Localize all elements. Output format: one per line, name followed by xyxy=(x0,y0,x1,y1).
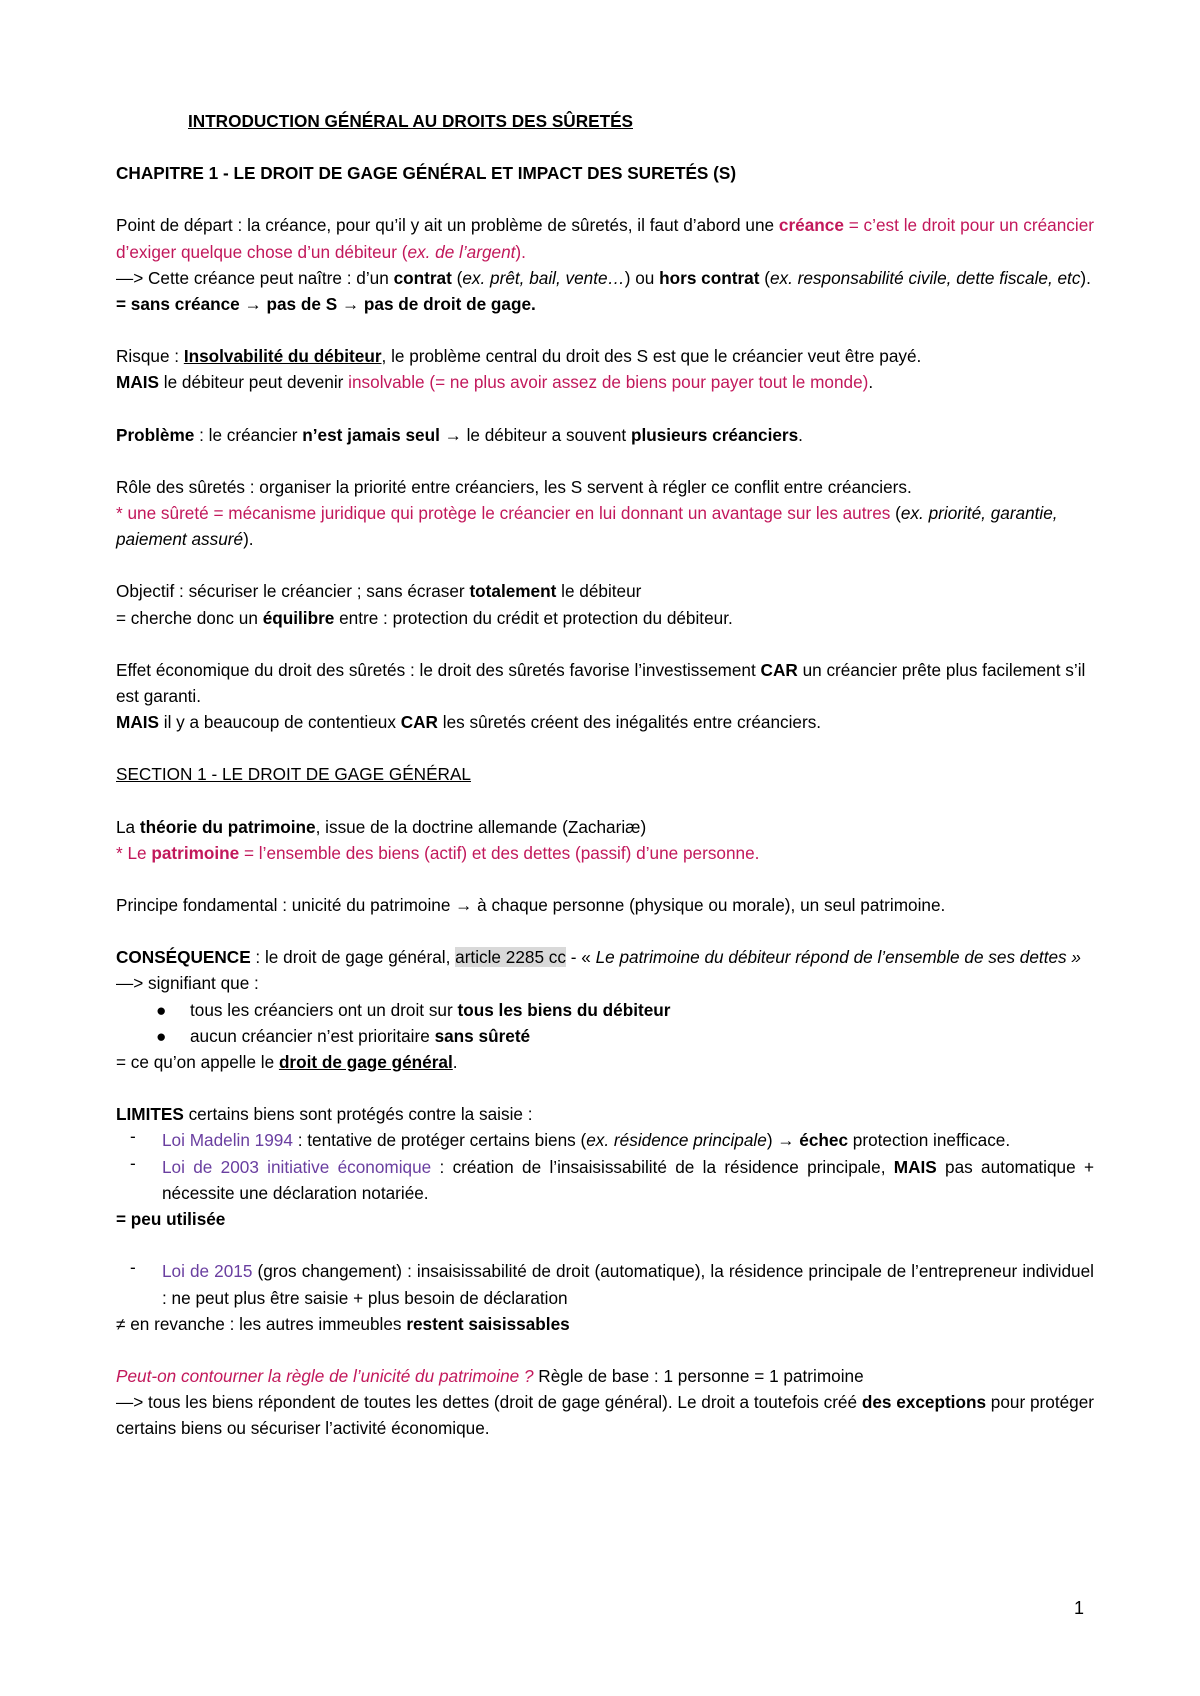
emphasis-text: équilibre xyxy=(262,607,335,628)
text-run: : le créancier xyxy=(194,424,303,445)
paragraph-creance-origine xyxy=(116,265,1094,291)
limits-list-2 xyxy=(116,1258,1094,1310)
paragraph-point-de-depart xyxy=(116,212,1094,264)
law-name: Loi de 2015 xyxy=(162,1261,253,1282)
text-run: : le droit de gage général, xyxy=(250,947,456,968)
term-theorie-patrimoine: théorie du patrimoine xyxy=(139,816,316,837)
text-run: le débiteur xyxy=(556,581,642,602)
conclusion-line: = sans créance → pas de S → pas de droit de gage. xyxy=(116,294,536,315)
emphasis-text: restent saisissables xyxy=(406,1313,570,1334)
paragraph-role-suretes: Rôle des sûretés : organiser la priorité entre créanciers, les S servent à régler ce conflit entre créanciers. xyxy=(116,476,912,497)
text-run: = cherche donc un xyxy=(116,607,263,628)
example-text: ex. prêt, bail, vente… xyxy=(462,267,625,288)
text-run: un créancier prête plus facilement s’il est garanti. xyxy=(116,659,1086,707)
paragraph-en-revanche xyxy=(116,1311,1094,1337)
keyword-mais: MAIS xyxy=(893,1156,937,1177)
bullet-list xyxy=(116,997,1094,1049)
paragraph-objectif xyxy=(116,578,1094,604)
definition-insolvable: insolvable (= ne plus avoir assez de biens pour payer tout le monde) xyxy=(348,372,869,393)
term-contrat: contrat xyxy=(393,267,452,288)
text-run: tous les créanciers ont un droit sur xyxy=(190,999,458,1020)
text-run: Règle de base : 1 personne = 1 patrimoine xyxy=(533,1365,864,1386)
list-item xyxy=(116,1127,1094,1153)
article-quote: Le patrimoine du débiteur répond de l’ensemble de ses dettes xyxy=(595,947,1067,968)
term-patrimoine: patrimoine xyxy=(151,842,240,863)
keyword-mais: MAIS xyxy=(116,712,159,733)
paragraph-definition-surete xyxy=(116,500,1094,552)
text-run: ) ou xyxy=(624,267,660,288)
dash-icon: - xyxy=(130,1152,136,1173)
paragraph-theorie-patrimoine xyxy=(116,814,1094,840)
text-run: - « xyxy=(565,947,596,968)
text-run: Effet économique du droit des sûretés : le droit des sûretés favorise l’investissement xyxy=(116,659,761,680)
text-run: ). xyxy=(243,529,254,550)
keyword-limites: LIMITES xyxy=(116,1104,184,1125)
term-creance: créance xyxy=(778,215,844,236)
emphasis-text: sans sûreté xyxy=(434,1025,531,1046)
text-run: → le débiteur a souvent xyxy=(439,424,631,445)
document-body xyxy=(116,108,1094,1442)
example-text: ex. résidence principale xyxy=(586,1130,767,1151)
text-run: ( xyxy=(890,503,901,524)
definition-creance: = c’est le droit pour un créancier d’exiger quelque chose d’un débiteur ( xyxy=(116,215,1094,262)
text-run: Objectif : sécuriser le créancier ; sans écraser xyxy=(116,581,470,602)
highlighted-article: article 2285 cc xyxy=(455,947,566,968)
definition-surete: * une sûreté = mécanisme juridique qui protège le créancier en lui donnant un avantage sur les autres xyxy=(116,503,891,524)
term-insolvabilite: Insolvabilité du débiteur xyxy=(183,346,382,367)
example-text: ex. responsabilité civile, dette fiscale, etc xyxy=(769,267,1081,288)
dash-icon: - xyxy=(130,1257,136,1278)
emphasis-text: plusieurs créanciers xyxy=(630,424,799,445)
text-run: protection inefficace. xyxy=(848,1130,1011,1151)
text-run: certains biens sont protégés contre la saisie : xyxy=(183,1104,533,1125)
text-run: Risque : xyxy=(116,346,184,367)
page-number: 1 xyxy=(1074,1598,1085,1618)
list-item xyxy=(116,1154,1094,1206)
text-run: ≠ en revanche : les autres immeubles xyxy=(116,1313,407,1334)
limits-list xyxy=(116,1127,1094,1206)
text-run: ( xyxy=(451,267,463,288)
peu-utilisee-line: = peu utilisée xyxy=(116,1209,226,1230)
emphasis-text: des exceptions xyxy=(861,1392,987,1413)
text-run: . xyxy=(452,1052,458,1073)
text-run: ( xyxy=(759,267,770,288)
bullet-icon: ● xyxy=(156,999,167,1020)
text-run: les sûretés créent des inégalités entre créanciers. xyxy=(437,712,822,733)
bullet-icon: ● xyxy=(156,1025,167,1046)
paragraph-question xyxy=(116,1363,1094,1389)
keyword-car: CAR xyxy=(760,659,798,680)
paragraph-signifiant: —> signifiant que : xyxy=(116,973,259,994)
paragraph-equilibre xyxy=(116,605,1094,631)
text-run: » xyxy=(1066,947,1081,968)
text-run: aucun créancier n’est prioritaire xyxy=(190,1025,435,1046)
law-name: Loi de 2003 initiative économique xyxy=(162,1156,432,1177)
text-run: le débiteur peut devenir xyxy=(158,372,349,393)
text-run: —> Cette créance peut naître : d’un xyxy=(116,267,394,288)
paragraph-mais-insolvable xyxy=(116,369,1094,395)
list-item xyxy=(116,1023,1094,1049)
text-run: = ce qu’on appelle le xyxy=(116,1052,279,1073)
text-run: entre : protection du crédit et protection du débiteur. xyxy=(334,607,733,628)
text-run: , issue de la doctrine allemande (Zachariæ) xyxy=(315,816,647,837)
keyword-probleme: Problème xyxy=(116,424,195,445)
list-item xyxy=(116,1258,1094,1310)
paragraph-consequence xyxy=(116,944,1094,970)
law-name: Loi Madelin 1994 xyxy=(162,1130,293,1151)
paragraph-contentieux xyxy=(116,709,1094,735)
emphasis-text: totalement xyxy=(469,581,557,602)
definition-patrimoine: = l’ensemble des biens (actif) et des dettes (passif) d’une personne. xyxy=(239,842,760,863)
example-text: ex. priorité, garantie, paiement assuré xyxy=(116,503,1058,550)
paragraph-definition-patrimoine xyxy=(116,840,1094,866)
text-run: La xyxy=(116,816,140,837)
emphasis-text: tous les biens du débiteur xyxy=(457,999,671,1020)
text-run: pour protéger certains biens ou sécuriser l’activité économique. xyxy=(116,1392,1094,1439)
paragraph-droit-gage xyxy=(116,1049,1094,1075)
term-hors-contrat: hors contrat xyxy=(659,267,760,288)
text-run: . xyxy=(798,424,803,445)
paragraph-limites xyxy=(116,1101,1094,1127)
example-text: ex. de l’argent xyxy=(407,241,516,262)
paragraph-risque xyxy=(116,343,1094,369)
text-run: . xyxy=(868,372,874,393)
emphasis-text: échec xyxy=(799,1130,849,1151)
section-heading: SECTION 1 - LE DROIT DE GAGE GÉNÉRAL xyxy=(116,764,471,785)
text-run: —> tous les biens répondent de toutes les dettes (droit de gage général). Le droit a toutefois créé xyxy=(116,1392,862,1413)
text-run: ). xyxy=(1080,267,1091,288)
text-run: (gros changement) : insaisissabilité de droit (automatique), la résidence principale de l’entrepreneur individuel : ne peut plus être saisie + plus besoin de déclaration xyxy=(162,1261,1094,1308)
text-run: pas automatique + nécessite une déclaration notariée. xyxy=(162,1156,1094,1203)
paragraph-principe: Principe fondamental : unicité du patrimoine → à chaque personne (physique ou morale), un seul patrimoine. xyxy=(116,895,946,916)
text-run: Point de départ : la créance, pour qu’il y ait un problème de sûretés, il faut d’abord une xyxy=(116,215,779,236)
chapter-heading: CHAPITRE 1 - LE DROIT DE GAGE GÉNÉRAL ET IMPACT DES SURETÉS (S) xyxy=(116,163,737,184)
paragraph-probleme xyxy=(116,422,1094,448)
text-run: il y a beaucoup de contentieux xyxy=(158,712,401,733)
text-run: * Le xyxy=(116,842,152,863)
text-run: , le problème central du droit des S est que le créancier veut être payé. xyxy=(381,346,922,367)
document-title: INTRODUCTION GÉNÉRAL AU DROITS DES SÛRETÉS xyxy=(188,111,633,131)
keyword-car: CAR xyxy=(400,712,438,733)
keyword-consequence: CONSÉQUENCE xyxy=(116,947,251,968)
text-run: ) → xyxy=(766,1130,800,1151)
keyword-mais: MAIS xyxy=(116,372,159,393)
text-run: : création de l’insaisissabilité de la résidence principale, xyxy=(431,1156,894,1177)
text-run: : tentative de protéger certains biens ( xyxy=(292,1130,587,1151)
paragraph-exceptions xyxy=(116,1389,1094,1441)
emphasis-text: n’est jamais seul xyxy=(302,424,440,445)
text-run: ). xyxy=(515,241,526,262)
dash-icon: - xyxy=(130,1126,136,1147)
term-droit-gage-general: droit de gage général xyxy=(278,1052,453,1073)
paragraph-effet-economique xyxy=(116,657,1094,709)
question-text: Peut-on contourner la règle de l’unicité du patrimoine ? xyxy=(116,1365,534,1386)
list-item xyxy=(116,997,1094,1023)
